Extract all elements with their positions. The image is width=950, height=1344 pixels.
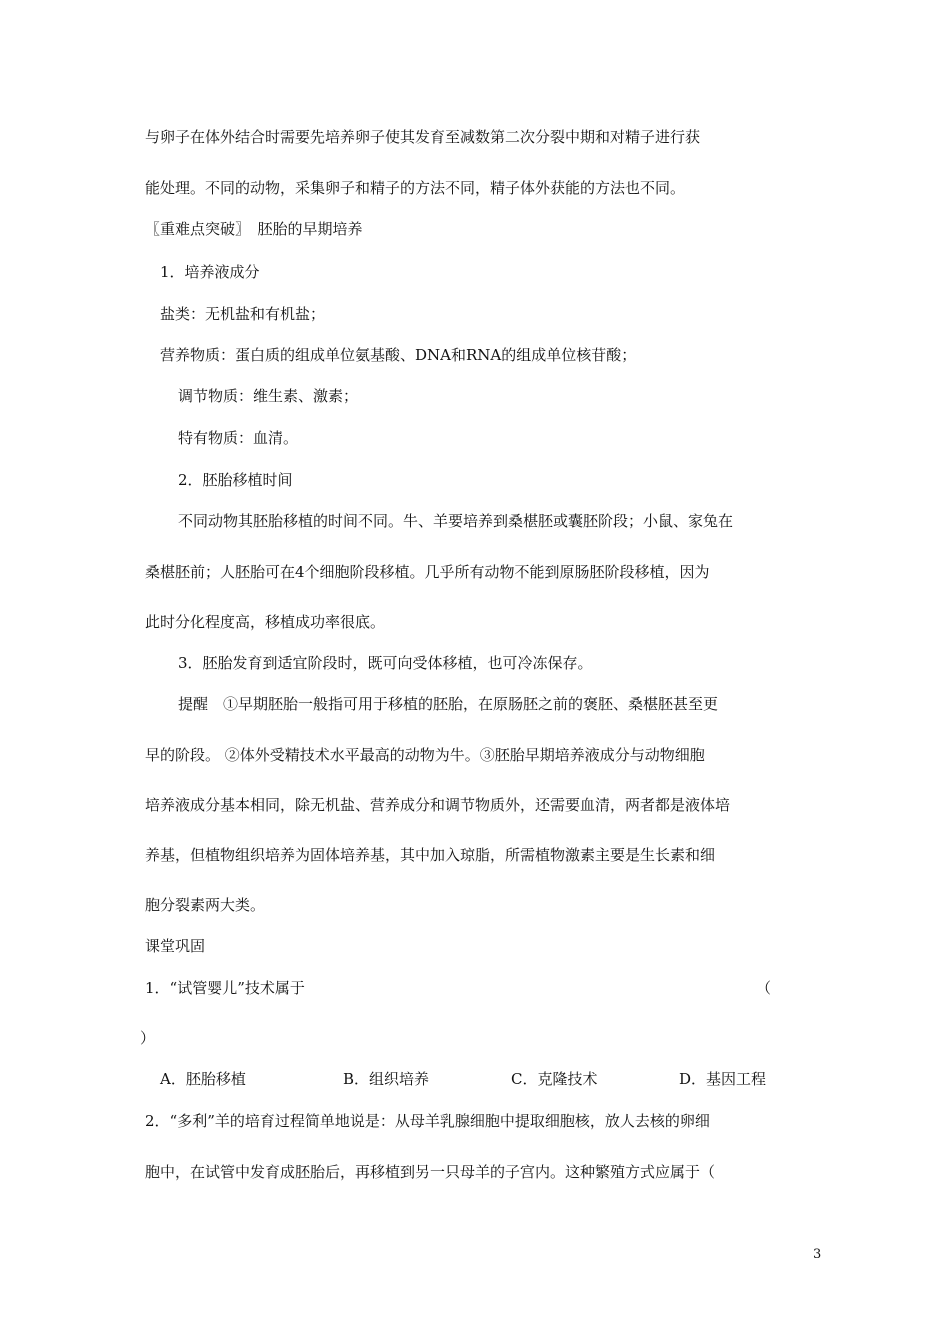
section-heading: 〖重难点突破〗 胚胎的早期培养 (145, 220, 363, 238)
question-1-option-b: B．组织培养 (343, 1070, 430, 1088)
question-2-line: 胞中，在试管中发育成胚胎后，再移植到另一只母羊的子宫内。这种繁殖方式应属于（ (145, 1163, 716, 1181)
question-1-option-c: C．克隆技术 (511, 1070, 598, 1088)
tip-line: 提醒 ①早期胚胎一般指可用于移植的胚胎，在原肠胚之前的褒胚、桑椹胚甚至更 (178, 695, 719, 713)
paragraph-line: 桑椹胚前；人胚胎可在4个细胞阶段移植。几乎所有动物不能到原肠胚阶段移植，因为 (145, 563, 710, 581)
paragraph-line: 与卵子在体外结合时需要先培养卵子使其发育至减数第二次分裂中期和对精子进行获 (145, 128, 701, 146)
list-item: 营养物质：蛋白质的组成单位氨基酸、DNA和RNA的组成单位核苷酸； (160, 346, 637, 364)
list-item: 调节物质：维生素、激素； (178, 387, 359, 405)
item-title: 3．胚胎发育到适宜阶段时，既可向受体移植，也可冷冻保存。 (178, 654, 593, 672)
tip-line: 胞分裂素两大类。 (145, 896, 266, 914)
item-title: 2．胚胎移植时间 (178, 471, 293, 489)
list-item: 盐类：无机盐和有机盐； (160, 305, 326, 323)
question-1-option-a: A．胚胎移植 (160, 1070, 246, 1088)
question-1-paren-close: ） (140, 1029, 156, 1047)
paragraph-line: 能处理。不同的动物，采集卵子和精子的方法不同，精子体外获能的方法也不同。 (145, 179, 686, 197)
question-1-text: 1．“试管婴儿”技术属于 (145, 979, 305, 997)
paragraph-line: 此时分化程度高，移植成功率很底。 (145, 613, 386, 631)
list-item: 特有物质：血清。 (178, 429, 299, 447)
question-2-line: 2．“多利”羊的培育过程简单地说是：从母羊乳腺细胞中提取细胞核，放人去核的卵细 (145, 1112, 710, 1130)
question-1-option-d: D．基因工程 (679, 1070, 767, 1088)
question-1-paren-open: （ (756, 979, 772, 997)
tip-line: 培养液成分基本相同，除无机盐、营养成分和调节物质外，还需要血清，两者都是液体培 (145, 796, 731, 814)
consolidation-heading: 课堂巩固 (145, 937, 206, 955)
paragraph-line: 不同动物其胚胎移植的时间不同。牛、羊要培养到桑椹胚或囊胚阶段；小鼠、家兔在 (178, 512, 734, 530)
page-number: 3 (813, 1247, 822, 1262)
tip-line: 早的阶段。 ②体外受精技术水平最高的动物为牛。③胚胎早期培养液成分与动物细胞 (145, 746, 705, 764)
tip-line: 养基，但植物组织培养为固体培养基，其中加入琼脂，所需植物激素主要是生长素和细 (145, 846, 716, 864)
item-title: 1．培养液成分 (160, 263, 260, 281)
